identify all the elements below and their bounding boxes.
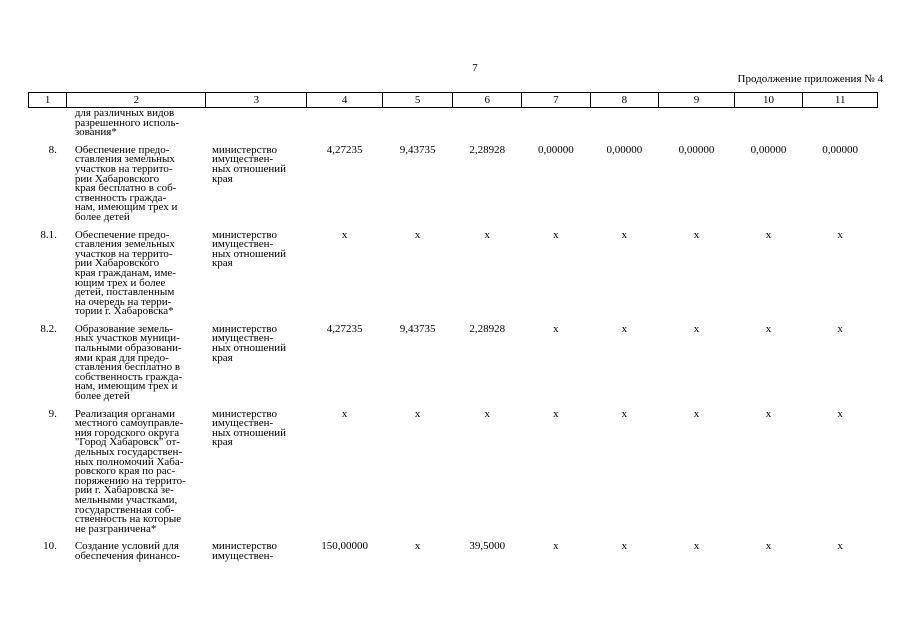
header-cell: 10 [734,93,803,108]
measure-name: Обеспечение предо- ставления земельных участков на террито- рии Хабаровского края гражданам, име- ющим трех и более детей, поставленным на очередь на терри- тории г. Хабаровска* [74,228,176,318]
continuation-row [29,108,878,138]
value-cell: x [553,228,559,241]
value-cell: x [765,228,772,241]
value-cell: x [837,228,843,241]
executor: министерство имуществен- ных отношений края [211,143,287,185]
value-cell: 150,00000 [321,540,368,553]
value-cell: 0,00000 [537,143,574,156]
value-cell: x [621,540,628,553]
header-row [29,93,878,108]
value-cell: x [693,407,700,420]
value-cell: 4,27235 [326,143,363,156]
value-cell: x [837,407,843,420]
value-cell: x [765,407,772,420]
measure-name: Создание условий для обеспечения финансо- [74,540,181,562]
value-cell: x [553,407,559,420]
value-cell: 0,00000 [822,143,859,156]
value-cell: x [837,540,843,553]
table-row [29,231,878,317]
continuation-text: для различных видов разрешенного исполь- зования* [74,107,180,139]
header-cell: 3 [206,93,307,108]
value-cell: x [621,322,628,335]
value-cell: 0,00000 [606,143,643,156]
table-row [29,542,878,561]
value-cell: x [414,228,421,241]
value-cell: 39,5000 [469,540,506,553]
value-cell: x [341,407,348,420]
row-number: 8.1. [40,228,57,241]
header-cell: 9 [659,93,735,108]
measure-name: Образование земель- ных участков муници- пальными образовани- ями края для предо- ставления бесплатно в собственность гражда- нам, имеющим трех и более детей [74,322,183,403]
measure-name: Реализация органами местного самоуправле- ния городского округа "Город Хабаровск" от- дельных государствен- ных полномочий Хаба- ровского края по рас- поряжению на террито- рии г. Хабаровска зе- мельными участками, государственная соб- ственность на которые не разграничена* [74,407,186,535]
value-cell: x [414,407,421,420]
executor: министерство имуществен- ных отношений края [211,322,287,364]
value-cell: x [837,322,843,335]
value-cell: x [765,540,772,553]
executor: министерство имуществен- ных отношений края [211,228,287,270]
value-cell: x [693,322,700,335]
measure-name: Обеспечение предо- ставления земельных участков на террито- рии Хабаровского края бесплатно в соб- ственность гражда- нам, имеющим трех и более детей [74,143,178,223]
row-number: 10. [43,540,57,553]
header-cell: 7 [522,93,591,108]
table-row [29,410,878,535]
value-cell: 9,43735 [399,322,436,335]
value-cell: 0,00000 [678,143,715,156]
value-cell: 9,43735 [399,143,436,156]
value-cell: x [621,407,628,420]
executor: министерство имуществен- [211,540,277,562]
row-number: 8. [48,143,57,156]
row-number: 9. [48,407,57,420]
value-cell: 4,27235 [326,322,363,335]
header-cell: 2 [67,93,206,108]
value-cell: x [765,322,772,335]
header-cell: 6 [453,93,522,108]
value-cell: x [484,407,490,420]
header-cell: 11 [803,93,878,108]
value-cell: x [341,228,348,241]
value-cell: x [553,540,559,553]
value-cell: x [693,540,700,553]
value-cell: x [621,228,628,241]
value-cell: x [693,228,700,241]
value-cell: 2,28928 [469,322,506,335]
header-cell: 8 [590,93,659,108]
table-row [29,146,878,223]
table-row [29,325,878,402]
value-cell: x [414,540,421,553]
appendix-label: Продолжение приложения № 4 [737,73,883,85]
program-table [28,92,878,562]
header-cell: 1 [29,93,67,108]
header-cell: 4 [307,93,383,108]
executor: министерство имуществен- ных отношений края [211,407,287,449]
value-cell: x [484,228,490,241]
value-cell: 0,00000 [750,143,787,156]
page-number: 7 [472,62,478,74]
value-cell: x [553,322,559,335]
header-cell: 5 [382,93,453,108]
row-number: 8.2. [40,322,57,335]
value-cell: 2,28928 [469,143,506,156]
